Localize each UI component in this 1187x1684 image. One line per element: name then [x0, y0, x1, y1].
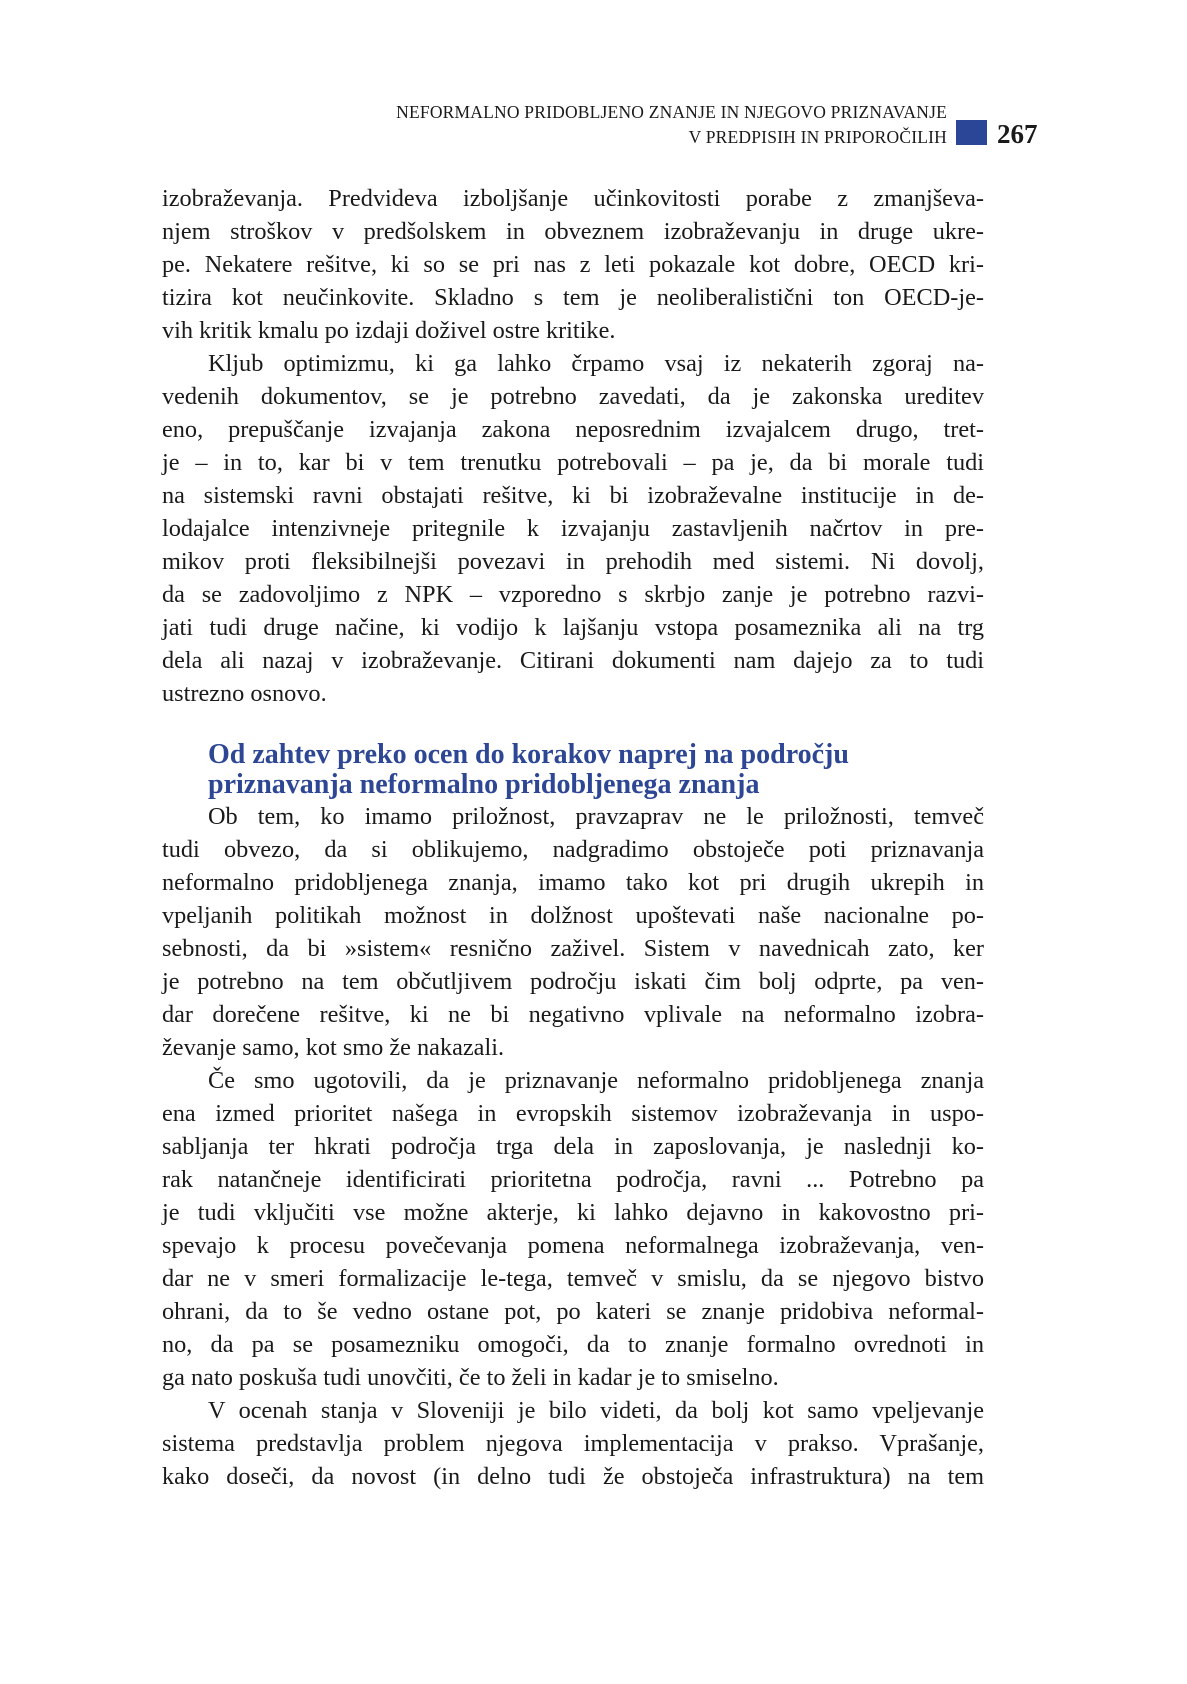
section-heading: [162, 740, 984, 800]
running-head-line-1: NEFORMALNO PRIDOBLJENO ZNANJE IN NJEGOVO PRIZNAVANJE: [396, 102, 947, 122]
text-line: rak natančneje identificirati prioritetna področja, ravni ... Potrebno pa: [162, 1166, 984, 1193]
paragraph: [162, 800, 984, 1064]
text-line: sabljanja ter hkrati področja trga dela in zaposlovanja, je naslednji ko-: [162, 1133, 984, 1160]
text-line: tudi obvezo, da si oblikujemo, nadgradimo obstoječe poti priznavanja: [162, 836, 984, 863]
paragraph: [162, 182, 984, 347]
header-accent-square-icon: [956, 120, 987, 145]
text-line: dela ali nazaj v izobraževanje. Citirani dokumenti nam dajejo za to tudi: [162, 647, 984, 674]
body-text: [162, 182, 984, 1493]
text-line: je – in to, kar bi v tem trenutku potrebovali – pa je, da bi morale tudi: [162, 449, 984, 476]
text-line: kako doseči, da novost (in delno tudi že obstoječa infrastruktura) na tem: [162, 1463, 984, 1490]
text-line: je potrebno na tem občutljivem področju iskati čim bolj odprte, pa ven-: [162, 968, 984, 995]
text-line: V ocenah stanja v Sloveniji je bilo videti, da bolj kot samo vpeljevanje: [208, 1397, 984, 1424]
section-heading-line-1: Od zahtev preko ocen do korakov naprej na področju: [208, 739, 849, 770]
running-head: [396, 100, 947, 150]
text-line: sistema predstavlja problem njegova implementacija v prakso. Vprašanje,: [162, 1430, 984, 1457]
text-line: Ob tem, ko imamo priložnost, pravzaprav ne le priložnosti, temveč: [208, 803, 984, 830]
text-line: no, da pa se posamezniku omogoči, da to znanje formalno ovrednoti in: [162, 1331, 984, 1358]
text-line: vih kritik kmalu po izdaji doživel ostre kritike.: [162, 317, 616, 344]
text-line: Kljub optimizmu, ki ga lahko črpamo vsaj iz nekaterih zgoraj na-: [208, 350, 984, 377]
text-line: tizira kot neučinkovite. Skladno s tem je neoliberalistični ton OECD-je-: [162, 284, 984, 311]
text-line: je tudi vključiti vse možne akterje, ki lahko dejavno in kakovostno pri-: [162, 1199, 984, 1226]
text-line: da se zadovoljimo z NPK – vzporedno s skrbjo zanje je potrebno razvi-: [162, 581, 984, 608]
text-line: ohrani, da to še vedno ostane pot, po kateri se znanje pridobiva neformal-: [162, 1298, 984, 1325]
text-line: ževanje samo, kot smo že nakazali.: [162, 1034, 505, 1061]
text-line: njem stroškov v predšolskem in obveznem izobraževanju in druge ukre-: [162, 218, 984, 245]
text-line: neformalno pridobljenega znanja, imamo tako kot pri drugih ukrepih in: [162, 869, 984, 896]
text-line: lodajalce intenzivneje pritegnile k izvajanju zastavljenih načrtov in pre-: [162, 515, 984, 542]
text-line: dar ne v smeri formalizacije le-tega, temveč v smislu, da se njegovo bistvo: [162, 1265, 984, 1292]
paragraph: [162, 347, 984, 710]
running-head-line-2: V PREDPISIH IN PRIPOROČILIH: [688, 127, 947, 147]
text-line: ena izmed prioritet našega in evropskih sistemov izobraževanja in uspo-: [162, 1100, 984, 1127]
text-line: sebnosti, da bi »sistem« resnično zaživel. Sistem v navednicah zato, ker: [162, 935, 984, 962]
text-line: ustrezno osnovo.: [162, 680, 327, 707]
text-line: izobraževanja. Predvideva izboljšanje učinkovitosti porabe z zmanjševa-: [162, 185, 984, 212]
text-line: Če smo ugotovili, da je priznavanje neformalno pridobljenega znanja: [208, 1067, 984, 1094]
paragraph: [162, 1064, 984, 1394]
section-heading-line-2: priznavanja neformalno pridobljenega znanja: [208, 769, 760, 800]
text-line: pe. Nekatere rešitve, ki so se pri nas z leti pokazale kot dobre, OECD kri-: [162, 251, 984, 278]
paragraph: [162, 1394, 984, 1493]
text-line: ga nato poskuša tudi unovčiti, če to želi in kadar je to smiselno.: [162, 1364, 779, 1391]
text-line: eno, prepuščanje izvajanja zakona neposrednim izvajalcem drugo, tret-: [162, 416, 984, 443]
text-line: dar dorečene rešitve, ki ne bi negativno vplivale na neformalno izobra-: [162, 1001, 984, 1028]
text-line: vedenih dokumentov, se je potrebno zavedati, da je zakonska ureditev: [162, 383, 984, 410]
text-line: vpeljanih politikah možnost in dolžnost upoštevati naše nacionalne po-: [162, 902, 984, 929]
text-line: na sistemski ravni obstajati rešitve, ki bi izobraževalne institucije in de-: [162, 482, 984, 509]
page-number: 267: [997, 119, 1038, 149]
text-line: jati tudi druge načine, ki vodijo k lajšanju vstopa posameznika ali na trg: [162, 614, 984, 641]
text-line: mikov proti fleksibilnejši povezavi in prehodih med sistemi. Ni dovolj,: [162, 548, 984, 575]
text-line: spevajo k procesu povečevanja pomena neformalnega izobraževanja, ven-: [162, 1232, 984, 1259]
